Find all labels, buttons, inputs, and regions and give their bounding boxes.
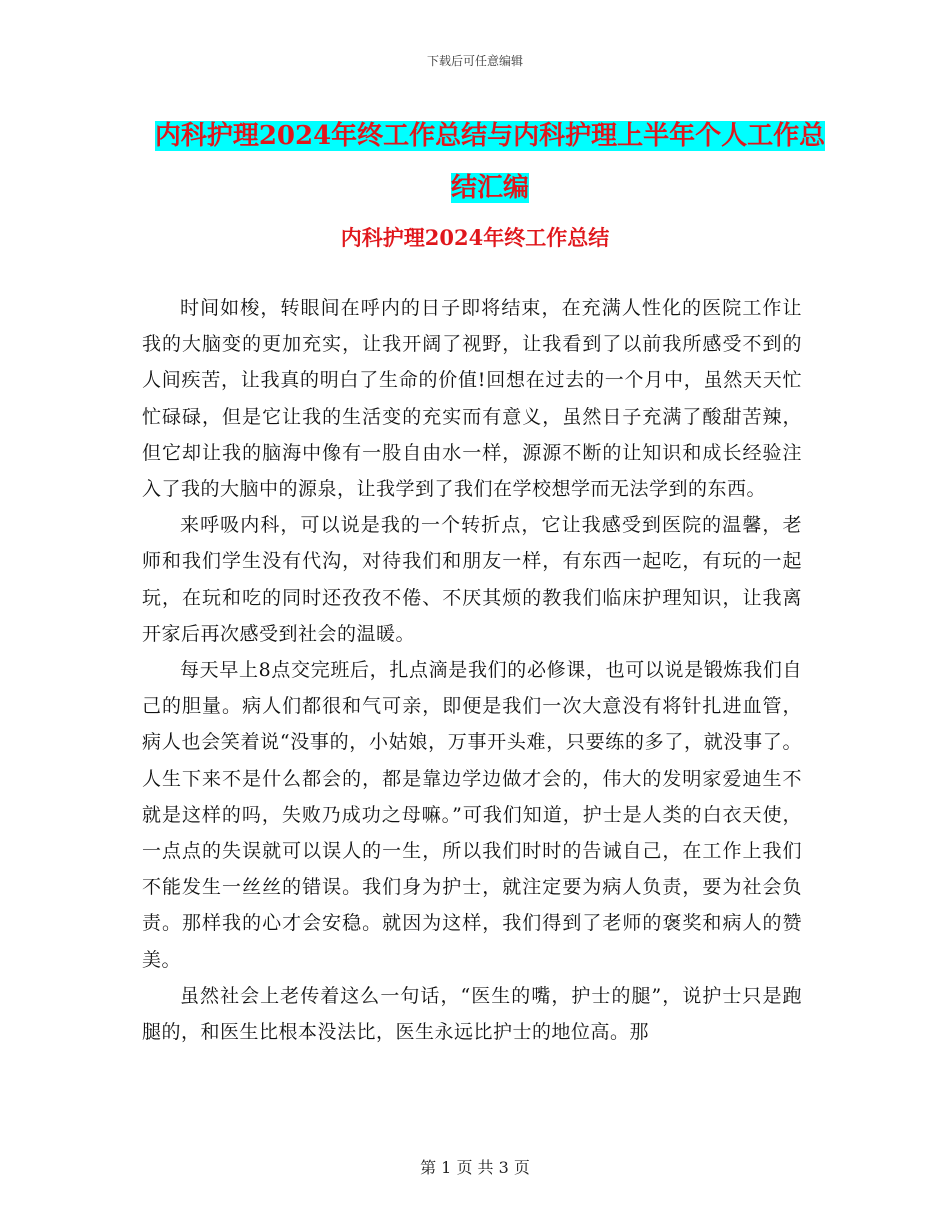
page-header-note: 下载后可任意编辑 — [426, 54, 523, 68]
document-body — [142, 290, 802, 1050]
section-title: 内科护理2024年终工作总结 — [340, 225, 610, 250]
paragraph-4: 虽然社会上老传着这么一句话，“医生的嘴，护士的腿”，说护士只是跑腿的，和医生比根本没法比，医生永远比护士的地位高。那 — [142, 984, 802, 1044]
paragraph-2: 来呼吸内科，可以说是我的一个转折点，它让我感受到医院的温馨，老师和我们学生没有代沟，对待我们和朋友一样，有东西一起吃，有玩的一起玩，在玩和吃的同时还孜孜不倦、不厌其烦的教我们临床护理知识，让我离开家后再次感受到社会的温暖。 — [142, 514, 802, 645]
paragraph-1: 时间如梭，转眼间在呼内的日子即将结束，在充满人性化的医院工作让我的大脑变的更加充实，让我开阔了视野，让我看到了以前我所感受不到的人间疾苦，让我真的明白了生命的价值!回想在过去的一个月中，虽然天天忙忙碌碌，但是它让我的生活变的充实而有意义，虽然日子充满了酸甜苦辣，但它却让我的脑海中像有一股自由水一样，源源不断的让知识和成长经验注入了我的大脑中的源泉，让我学到了我们在学校想学而无法学到的东西。 — [142, 297, 802, 501]
document-main-title — [150, 110, 830, 214]
page-number-footer: 第 1 页 共 3 页 — [420, 1158, 530, 1177]
main-title-text: 内科护理2024年终工作总结与内科护理上半年个人工作总结汇编 — [154, 121, 826, 203]
paragraph-3: 每天早上8点交完班后，扎点滴是我们的必修课，也可以说是锻炼我们自己的胆量。病人们都很和气可亲，即便是我们一次大意没有将针扎进血管，病人也会笑着说“没事的，小姑娘，万事开头难，只要练的多了，就没事了。人生下来不是什么都会的，都是靠边学边做才会的，伟大的发明家爱迪生不就是这样的吗，失败乃成功之母嘛。”可我们知道，护士是人类的白衣天使，一点点的失误就可以误人的一生，所以我们时时的告诫自己，在工作上我们不能发生一丝丝的错误。我们身为护士，就注定要为病人负责，要为社会负责。那样我的心才会安稳。就因为这样，我们得到了老师的褒奖和病人的赞美。 — [142, 659, 802, 971]
